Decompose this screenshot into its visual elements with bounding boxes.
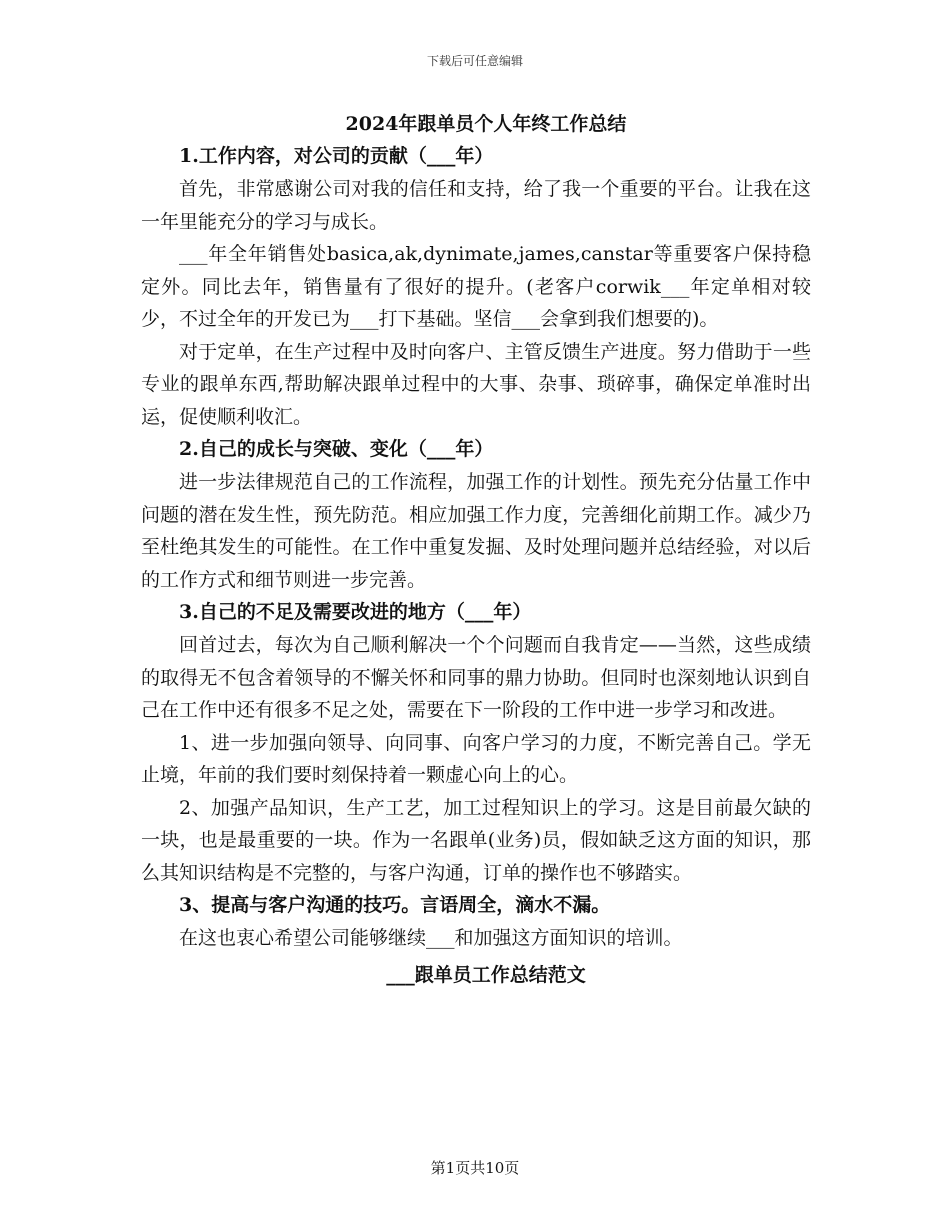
section-heading: 1.工作内容，对公司的贡献（___年） [179, 145, 494, 167]
paragraph: 对于定单，在生产过程中及时向客户、主管反馈生产进度。努力借助于一些专业的跟单东西,帮助解决跟单过程中的大事、杂事、琐碎事，确保定单准时出运，促使顺利收汇。 [141, 340, 811, 428]
page-header-note: 下载后可任意编辑 [426, 54, 523, 68]
paragraph: ___年全年销售处basica,ak,dynimate,james,canstar等重要客户保持稳定外。同比去年，销售量有了很好的提升。(老客户corwik___年定单相对较少，不过全年的开发已为___打下基础。坚信___会拿到我们想要的)。 [141, 243, 811, 330]
document-body [141, 108, 811, 995]
paragraph: 2、加强产品知识，生产工艺，加工过程知识上的学习。这是目前最欠缺的一块，也是最重要的一块。作为一名跟单(业务)员，假如缺乏这方面的知识，那么其知识结构是不完整的，与客户沟通，订单的操作也不够踏实。 [141, 796, 811, 884]
next-section-title: ___跟单员工作总结范文 [386, 963, 586, 986]
section-heading: 2.自己的成长与突破、变化（___年） [179, 438, 494, 460]
paragraph: 1、进一步加强向领导、向同事、向客户学习的力度，不断完善自己。学无止境，年前的我们要时刻保持着一颗虚心向上的心。 [141, 731, 811, 786]
paragraph: 进一步法律规范自己的工作流程，加强工作的计划性。预先充分估量工作中问题的潜在发生性，预先防范。相应加强工作力度，完善细化前期工作。减少乃至杜绝其发生的可能性。在工作中重复发掘、及时处理问题并总结经验，对以后的工作方式和细节则进一步完善。 [141, 471, 811, 591]
section-heading: 3.自己的不足及需要改进的地方（___年） [179, 601, 532, 623]
paragraph: 在这也衷心希望公司能够继续___和加强这方面知识的培训。 [179, 927, 683, 949]
paragraph: 首先，非常感谢公司对我的信任和支持，给了我一个重要的平台。让我在这一年里能充分的学习与成长。 [141, 178, 811, 233]
paragraph: 回首过去，每次为自己顺利解决一个个问题而自我肯定——当然，这些成绩的取得无不包含着领导的不懈关怀和同事的鼎力协助。但同时也深刻地认识到自己在工作中还有很多不足之处，需要在下一阶段的工作中进一步学习和改进。 [141, 634, 811, 721]
section-heading: 3、提高与客户沟通的技巧。言语周全，滴水不漏。 [179, 894, 611, 916]
document-title: 2024年跟单员个人年终工作总结 [345, 113, 627, 135]
page-number: 第1页共10页 [430, 1159, 520, 1177]
